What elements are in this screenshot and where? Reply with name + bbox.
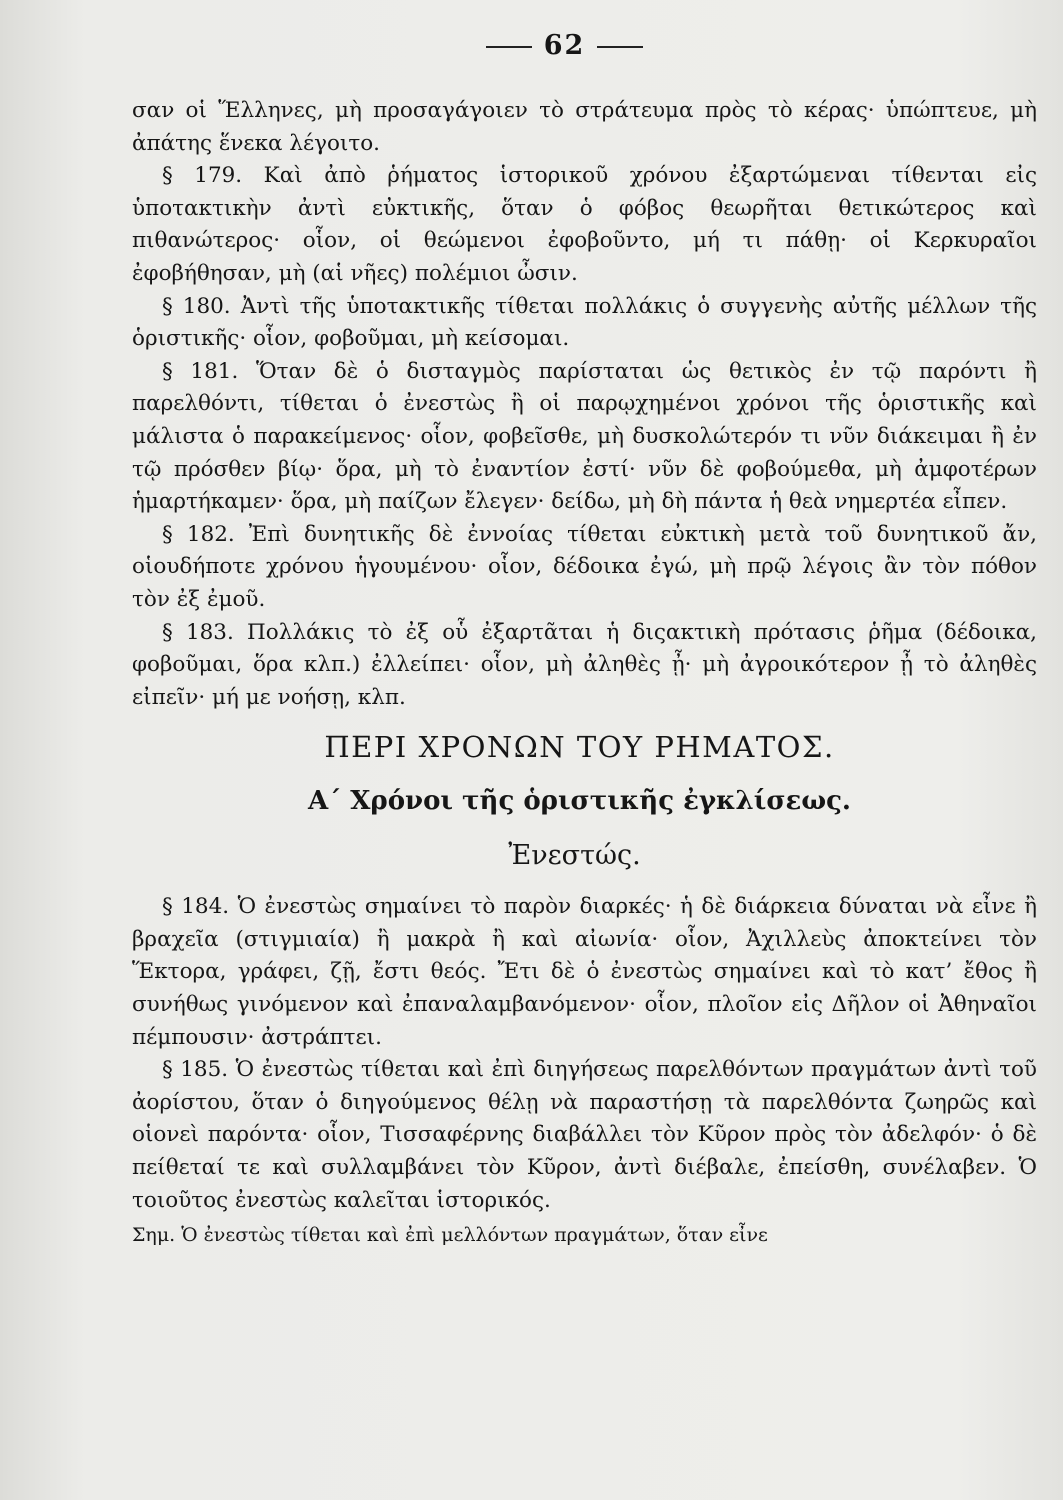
chapter-heading: ΠΕΡΙ ΧΡΟΝΩΝ ΤΟΥ ΡΗΜΑΤΟΣ. bbox=[324, 730, 835, 765]
section-number: § 180. bbox=[162, 293, 231, 319]
paragraph-text: Ἀντὶ τῆς ὑποτακτικῆς τίθεται πολλάκις ὁ συγγενὴς αὐτῆς μέλλων τῆς ὁριστικῆς· οἷον, φοβοῦμαι, μὴ κείσομαι. bbox=[132, 293, 1038, 352]
page-number bbox=[132, 30, 1037, 61]
right-dash bbox=[597, 46, 643, 48]
body-text bbox=[132, 95, 1037, 1252]
paragraph-text: Ὅταν δὲ ὁ δισταγμὸς παρίσταται ὡς θετικὸς ἐν τῷ παρόντι ἢ παρελθόντι, τίθεται ὁ ἐνεστὼς ἢ οἱ παρῳχημένοι χρόνοι τῆς ὁριστικῆς καὶ μάλιστα ὁ παρακείμενος· οἷον, φοβεῖσθε, μὴ δυσκολώτερόν τι νῦν διάκειμαι ἢ ἐν τῷ πρόσθεν βίῳ· ὅρα, μὴ τὸ ἐναντίον ἐστί· νῦν δὲ φοβούμεθα, μὴ ἀμφοτέρων ἡμαρτήκαμεν· ὅρα, μὴ παίζων ἔλεγεν· δείδω, μὴ δὴ πάντα ἡ θεὰ νημερτέα εἶπεν. bbox=[132, 358, 1037, 515]
page-number-text: 62 bbox=[543, 30, 586, 61]
paragraph-182 bbox=[132, 519, 1037, 617]
paragraph-181 bbox=[132, 356, 1037, 519]
paragraph-text: Καὶ ἀπὸ ῥήματος ἱστορικοῦ χρόνου ἐξαρτώμεναι τίθενται εἰς ὑποτακτικὴν ἀντὶ εὐκτικῆς, ὅταν ὁ φόβος θεωρῆται θετικώτερος καὶ πιθανώτερος· οἷον, οἱ θεώμενοι ἐφοβοῦντο, μή τι πάθῃ· οἱ Κερκυραῖοι ἐφοβήθησαν, μὴ (αἱ νῆες) πολέμιοι ὦσιν. bbox=[132, 163, 1037, 286]
paragraph-180 bbox=[132, 291, 1037, 356]
paragraph-text: σαν οἱ Ἕλληνες, μὴ προσαγάγοιεν τὸ στράτευμα πρὸς τὸ κέρας· ὑπώπτευε, μὴ ἀπάτης ἕνεκα λέγοιτο. bbox=[132, 98, 1037, 156]
section-number: § 182. bbox=[162, 521, 235, 547]
paragraph-185 bbox=[132, 1054, 1037, 1217]
paragraph-text: Ὁ ἐνεστὼς σημαίνει τὸ παρὸν διαρκές· ἡ δὲ διάρκεια δύναται νὰ εἶνε ἢ βραχεῖα (στιγμιαία) ἢ μακρὰ ἢ καὶ αἰωνία· οἷον, Ἀχιλλεὺς ἀποκτείνει τὸν Ἕκτορα, γράφει, ζῇ, ἔστι θεός. Ἔτι δὲ ὁ ἐνεστὼς σημαίνει καὶ τὸ κατ’ ἔθος ἢ συνήθως γινόμενον καὶ ἐπαναλαμβανόμενον· οἷον, πλοῖον εἰς Δῆλον οἱ Ἀθηναῖοι πέμπουσιν· ἀστράπτει. bbox=[132, 894, 1037, 1050]
section-number: § 185. bbox=[162, 1057, 229, 1083]
paragraph-183 bbox=[132, 617, 1037, 715]
paragraph-184 bbox=[132, 891, 1037, 1054]
paragraph-continuation bbox=[132, 95, 1037, 160]
paragraph-text: Ὁ ἐνεστὼς τίθεται καὶ ἐπὶ διηγήσεως παρελθόντων πραγμάτων ἀντὶ τοῦ ἀορίστου, ὅταν ὁ διηγούμενος θέλῃ νὰ παραστήσῃ τὰ παρελθόντα ζωηρῶς καὶ οἱονεὶ παρόντα· οἷον, Τισσαφέρνης διαβάλλει τὸν Κῦρον πρὸς τὸν ἀδελφόν· ὁ δὲ πείθεταί τε καὶ συλλαμβάνει τὸν Κῦρον, ἀντὶ διέβαλε, ἐπείσθη, συνέλαβεν. Ὁ τοιοῦτος ἐνεστὼς καλεῖται ἱστορικός. bbox=[132, 1057, 1037, 1213]
paragraph-179 bbox=[132, 160, 1037, 290]
paragraph-text: Ἐπὶ δυνητικῆς δὲ ἐννοίας τίθεται εὐκτικὴ μετὰ τοῦ δυνητικοῦ ἄν, οἱουδήποτε χρόνου ἡγουμένου· οἷον, δέδοικα ἐγώ, μὴ πρῷ λέγοις ἂν τὸν πόθον τὸν ἐξ ἐμοῦ. bbox=[132, 521, 1037, 612]
left-dash bbox=[486, 46, 532, 48]
section-heading: Α΄ Χρόνοι τῆς ὁριστικῆς ἐγκλίσεως. bbox=[308, 786, 851, 817]
section-number: § 184. bbox=[162, 894, 230, 920]
section-number: § 183. bbox=[162, 619, 234, 645]
subsection-heading: Ἐνεστώς. bbox=[508, 840, 641, 872]
section-number: § 181. bbox=[162, 358, 239, 384]
footnote: Σημ. Ὁ ἐνεστὼς τίθεται καὶ ἐπὶ μελλόντων πραγμάτων, ὅταν εἶνε bbox=[132, 1224, 768, 1247]
paragraph-text: Πολλάκις τὸ ἐξ οὗ ἐξαρτᾶται ἡ διςακτικὴ πρότασις ῥῆμα (δέδοικα, φοβοῦμαι, ὅρα κλπ.) ἐλλείπει· οἷον, μὴ ἀληθὲς ᾖ· μὴ ἀγροικότερον ᾖ τὸ ἀληθὲς εἰπεῖν· μή με νοήσῃ, κλπ. bbox=[132, 619, 1037, 710]
section-number: § 179. bbox=[162, 163, 243, 189]
